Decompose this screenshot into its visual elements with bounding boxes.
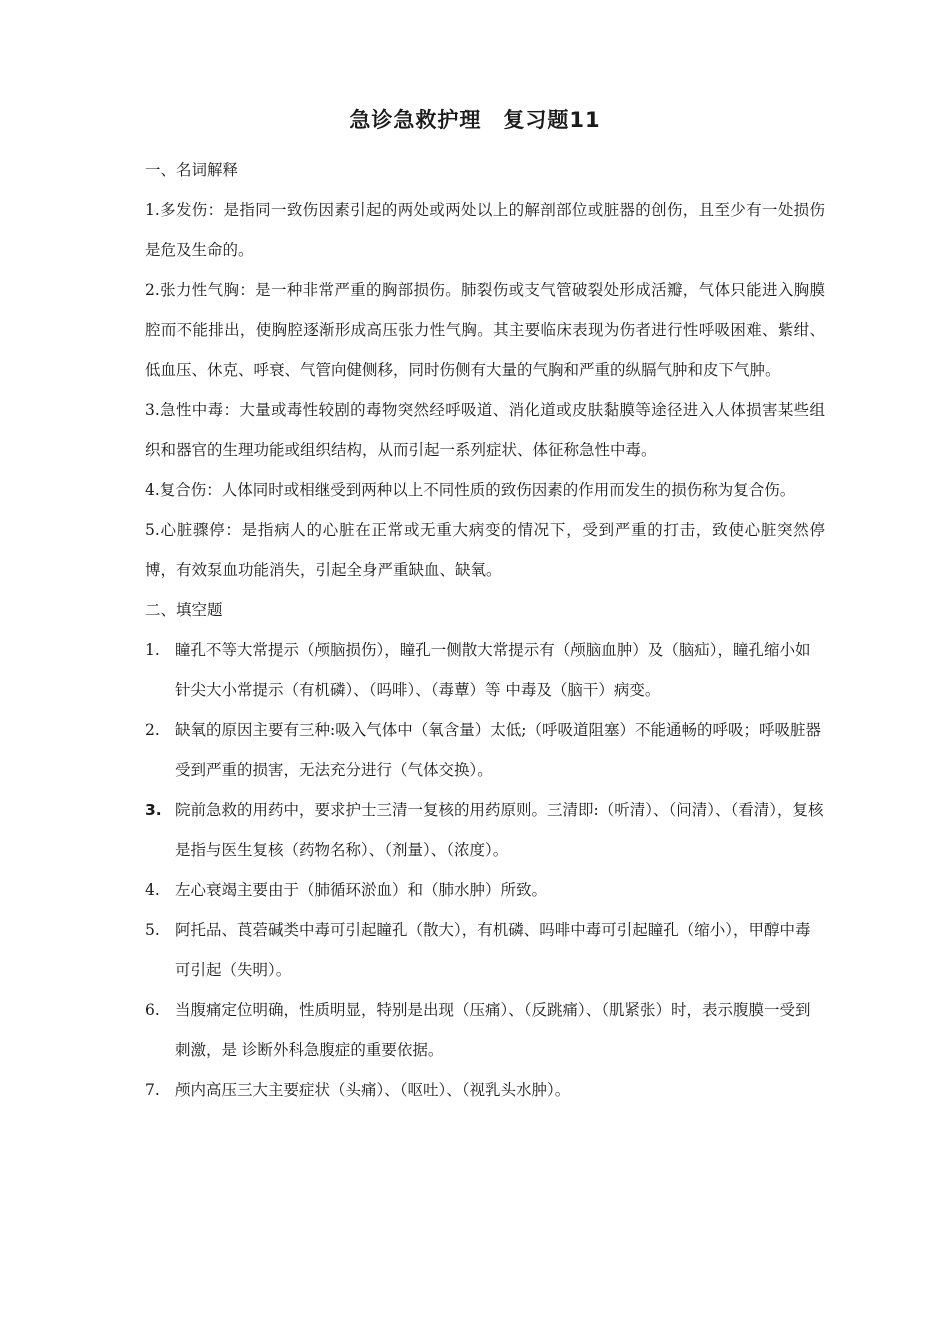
item-text: 院前急救的用药中，要求护士三清一复核的用药原则。三清即:（听清）、（问清）、（看清），复核是指与医生复核（药物名称）、（剂量）、（浓度）。 <box>175 801 824 859</box>
section-heading-fill-blank: 二、填空题 <box>145 601 223 619</box>
item-text: 瞳孔不等大常提示（颅脑损伤），瞳孔一侧散大常提示有（颅脑血肿）及（脑疝），瞳孔缩小如 针尖大小常提示（有机磷）、（吗啡）、（毒蕈）等 中毒及（脑干）病变。 <box>175 641 811 699</box>
item-number: 4. <box>145 881 160 899</box>
item-number: 7. <box>145 1081 160 1099</box>
fill-blank-item <box>145 790 825 870</box>
item-number: 5. <box>145 921 160 939</box>
item-number: 3. <box>145 801 162 819</box>
fill-blank-item <box>145 870 825 910</box>
item-text: 阿托品、莨菪碱类中毒可引起瞳孔（散大），有机磷、吗啡中毒可引起瞳孔（缩小），甲醇中毒可引起（失明）。 <box>175 921 811 979</box>
item-number: 6. <box>145 1001 160 1019</box>
item-text: 左心衰竭主要由于（肺循环淤血）和（肺水肿）所致。 <box>175 881 548 899</box>
fill-blank-item <box>145 990 825 1070</box>
page-title: 急诊急救护理 复习题11 <box>349 108 601 132</box>
item-text: 缺氧的原因主要有三种:吸入气体中（氧含量）太低;（呼吸道阻塞）不能通畅的呼吸；呼吸脏器受到严重的损害，无法充分进行（气体交换）。 <box>175 721 821 779</box>
item-text: 当腹痛定位明确，性质明显，特别是出现（压痛）、（反跳痛）、（肌紧张）时，表示腹膜一受到刺激，是 诊断外科急腹症的重要依据。 <box>175 1001 811 1059</box>
term-definition: 4.复合伤：人体同时或相继受到两种以上不同性质的致伤因素的作用而发生的损伤称为复合伤。 <box>145 481 796 499</box>
section-heading-terms: 一、名词解释 <box>145 161 239 179</box>
term-definition: 3.急性中毒：大量或毒性较剧的毒物突然经呼吸道、消化道或皮肤黏膜等途径进入人体损害某些组织和器官的生理功能或组织结构，从而引起一系列症状、体征称急性中毒。 <box>145 401 825 459</box>
fill-blank-item <box>145 1070 825 1110</box>
term-definition: 2.张力性气胸：是一种非常严重的胸部损伤。肺裂伤或支气管破裂处形成活瓣，气体只能进入胸膜腔而不能排出，使胸腔逐渐形成高压张力性气胸。其主要临床表现为伤者进行性呼吸困难、紫绀、低血压、休克、呼衰、气管向健侧移，同时伤侧有大量的气胸和严重的纵膈气肿和皮下气肿。 <box>145 281 825 379</box>
item-number: 1. <box>145 641 160 659</box>
fill-blank-item <box>145 630 825 710</box>
fill-blank-item <box>145 910 825 990</box>
fill-blank-item <box>145 710 825 790</box>
document-body <box>145 150 825 1110</box>
term-definition: 1.多发伤：是指同一致伤因素引起的两处或两处以上的解剖部位或脏器的创伤，且至少有一处损伤是危及生命的。 <box>145 201 825 259</box>
item-text: 颅内高压三大主要症状（头痛）、（呕吐）、（视乳头水肿）。 <box>175 1081 571 1099</box>
term-definition: 5.心脏骤停：是指病人的心脏在正常或无重大病变的情况下，受到严重的打击，致使心脏突然停博，有效泵血功能消失，引起全身严重缺血、缺氧。 <box>145 521 825 579</box>
item-number: 2. <box>145 721 160 739</box>
